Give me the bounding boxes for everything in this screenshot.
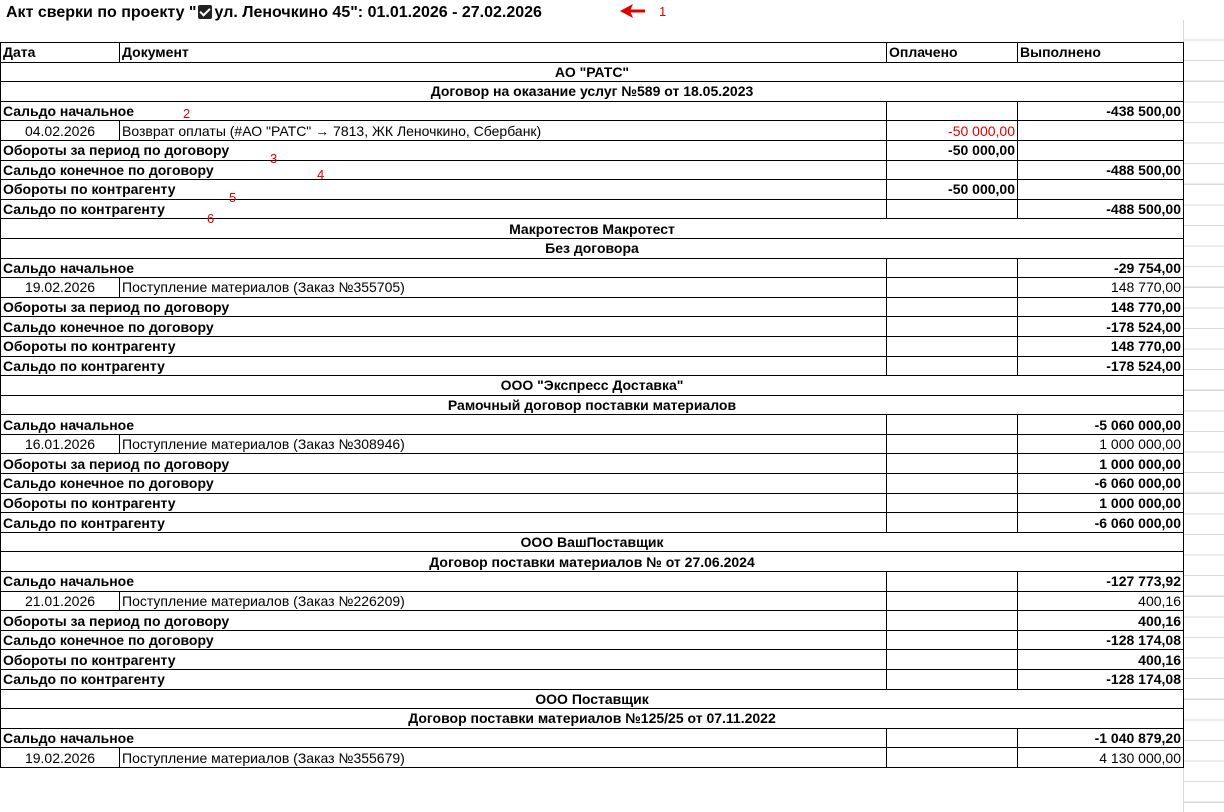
- contract-turnover-row-done: [1018, 140, 1184, 160]
- counterparty-turnover-row-label: Обороты по контрагенту: [1, 493, 120, 513]
- opening-balance-row-spacer: [120, 258, 887, 278]
- red-arrow-left-icon: [620, 3, 646, 19]
- closing-balance-row-paid: [887, 160, 1018, 180]
- closing-balance-row-paid: [887, 317, 1018, 337]
- contract-turnover-row: [1, 454, 1184, 474]
- counterparty-turnover-row: [1, 180, 1184, 200]
- entry-done: 4 130 000,00: [1018, 748, 1184, 768]
- counterparty-turnover-row-paid: -50 000,00: [887, 180, 1018, 200]
- contract-turnover-row-label: Обороты за период по договору: [1, 140, 120, 160]
- entry-date: 16.01.2026: [1, 434, 120, 454]
- marker-3: 3: [270, 151, 278, 166]
- title-project: ул. Леночкино 45: [214, 4, 351, 21]
- counterparty-turnover-row-done: 400,16: [1018, 650, 1184, 670]
- marker-6: 6: [207, 211, 215, 226]
- opening-balance-row-spacer: [120, 415, 887, 435]
- opening-balance-row: [1, 728, 1184, 748]
- table-header-row: [1, 43, 1184, 63]
- entry-done: 148 770,00: [1018, 278, 1184, 298]
- table-row: [1, 121, 1184, 141]
- counterparty-turnover-row-spacer: [120, 336, 887, 356]
- title-prefix: Акт сверки по проекту ": [6, 4, 197, 21]
- contract-turnover-row-spacer: [120, 140, 887, 160]
- closing-balance-row: [1, 160, 1184, 180]
- checkbox-checked-icon: [198, 5, 212, 19]
- counterparty-turnover-row-paid: [887, 336, 1018, 356]
- counterparty-balance-row: [1, 356, 1184, 376]
- contract-row: [1, 709, 1184, 729]
- closing-balance-row-label: Сальдо конечное по договору: [1, 630, 120, 650]
- closing-balance-row: [1, 317, 1184, 337]
- opening-balance-row-paid: [887, 258, 1018, 278]
- counterparty-row: [1, 376, 1184, 396]
- contract-turnover-row-paid: [887, 611, 1018, 631]
- contract-turnover-row-done: 148 770,00: [1018, 297, 1184, 317]
- header-done: Выполнено: [1018, 43, 1184, 63]
- closing-balance-row: [1, 474, 1184, 494]
- header-date: Дата: [1, 43, 120, 63]
- entry-date: 04.02.2026: [1, 121, 120, 141]
- contract-name: Рамочный договор поставки материалов: [1, 395, 1184, 415]
- counterparty-row: [1, 532, 1184, 552]
- opening-balance-row-paid: [887, 415, 1018, 435]
- opening-balance-row-paid: [887, 101, 1018, 121]
- counterparty-balance-row-paid: [887, 356, 1018, 376]
- closing-balance-row-spacer: [120, 630, 887, 650]
- opening-balance-row-done: -1 040 879,20: [1018, 728, 1184, 748]
- table-row: [1, 748, 1184, 768]
- opening-balance-row-spacer: [120, 101, 887, 121]
- counterparty-balance-row-label: Сальдо по контрагенту: [1, 356, 120, 376]
- opening-balance-row-label: Сальдо начальное: [1, 572, 120, 592]
- counterparty-row: [1, 689, 1184, 709]
- entry-done: 400,16: [1018, 591, 1184, 611]
- counterparty-turnover-row-paid: [887, 493, 1018, 513]
- counterparty-balance-row-spacer: [120, 356, 887, 376]
- counterparty-turnover-row: [1, 336, 1184, 356]
- counterparty-name: ООО Поставщик: [1, 689, 1184, 709]
- counterparty-balance-row: [1, 199, 1184, 219]
- contract-turnover-row-label: Обороты за период по договору: [1, 297, 120, 317]
- counterparty-balance-row-spacer: [120, 513, 887, 533]
- closing-balance-row-label: Сальдо конечное по договору: [1, 160, 120, 180]
- closing-balance-row-paid: [887, 474, 1018, 494]
- marker-4: 4: [317, 167, 325, 182]
- counterparty-balance-row-done: -128 174,08: [1018, 670, 1184, 690]
- contract-turnover-row-spacer: [120, 297, 887, 317]
- entry-document: Поступление материалов (Заказ №308946): [120, 434, 887, 454]
- counterparty-balance-row-paid: [887, 513, 1018, 533]
- report-title: [6, 2, 542, 24]
- closing-balance-row-done: -128 174,08: [1018, 630, 1184, 650]
- marker-5: 5: [229, 190, 237, 205]
- contract-turnover-row-label: Обороты за период по договору: [1, 454, 120, 474]
- opening-balance-row-label: Сальдо начальное: [1, 258, 120, 278]
- entry-paid: [887, 434, 1018, 454]
- contract-turnover-row-paid: -50 000,00: [887, 140, 1018, 160]
- closing-balance-row-label: Сальдо конечное по договору: [1, 317, 120, 337]
- marker-2: 2: [183, 106, 191, 121]
- counterparty-balance-row-done: -178 524,00: [1018, 356, 1184, 376]
- title-suffix: ": 01.01.2026 - 27.02.2026: [350, 4, 542, 21]
- closing-balance-row-done: -178 524,00: [1018, 317, 1184, 337]
- contract-turnover-row-done: 400,16: [1018, 611, 1184, 631]
- contract-turnover-row: [1, 611, 1184, 631]
- contract-turnover-row: [1, 297, 1184, 317]
- closing-balance-row-done: -6 060 000,00: [1018, 474, 1184, 494]
- reconciliation-table: [0, 42, 1184, 768]
- entry-document: Поступление материалов (Заказ №355679): [120, 748, 887, 768]
- opening-balance-row: [1, 258, 1184, 278]
- opening-balance-row-done: -29 754,00: [1018, 258, 1184, 278]
- counterparty-balance-row-done: -6 060 000,00: [1018, 513, 1184, 533]
- entry-date: 21.01.2026: [1, 591, 120, 611]
- counterparty-turnover-row-spacer: [120, 493, 887, 513]
- counterparty-name: Макротестов Макротест: [1, 219, 1184, 239]
- closing-balance-row-spacer: [120, 317, 887, 337]
- table-row: [1, 434, 1184, 454]
- counterparty-turnover-row-done: 148 770,00: [1018, 336, 1184, 356]
- closing-balance-row-spacer: [120, 474, 887, 494]
- entry-paid: [887, 748, 1018, 768]
- contract-name: Договор поставки материалов №125/25 от 07.11.2022: [1, 709, 1184, 729]
- entry-document: Поступление материалов (Заказ №226209): [120, 591, 887, 611]
- counterparty-turnover-row-label: Обороты по контрагенту: [1, 650, 120, 670]
- contract-row: [1, 395, 1184, 415]
- header-document: Документ: [120, 43, 887, 63]
- contract-turnover-row-paid: [887, 454, 1018, 474]
- opening-balance-row: [1, 415, 1184, 435]
- entry-paid: [887, 278, 1018, 298]
- counterparty-balance-row: [1, 670, 1184, 690]
- contract-name: Договор поставки материалов № от 27.06.2024: [1, 552, 1184, 572]
- contract-turnover-row-spacer: [120, 454, 887, 474]
- counterparty-turnover-row-paid: [887, 650, 1018, 670]
- opening-balance-row-label: Сальдо начальное: [1, 101, 120, 121]
- counterparty-turnover-row: [1, 650, 1184, 670]
- contract-name: Договор на оказание услуг №589 от 18.05.2023: [1, 82, 1184, 102]
- counterparty-name: ООО ВашПоставщик: [1, 532, 1184, 552]
- spreadsheet-gridlines: [1183, 20, 1224, 812]
- contract-turnover-row-spacer: [120, 611, 887, 631]
- opening-balance-row-paid: [887, 728, 1018, 748]
- contract-row: [1, 82, 1184, 102]
- entry-done: [1018, 121, 1184, 141]
- closing-balance-row-paid: [887, 630, 1018, 650]
- opening-balance-row-spacer: [120, 728, 887, 748]
- opening-balance-row-done: -5 060 000,00: [1018, 415, 1184, 435]
- opening-balance-row: [1, 572, 1184, 592]
- counterparty-balance-row-paid: [887, 199, 1018, 219]
- opening-balance-row-done: -438 500,00: [1018, 101, 1184, 121]
- counterparty-turnover-row-spacer: [120, 650, 887, 670]
- counterparty-turnover-row: [1, 493, 1184, 513]
- counterparty-turnover-row-label: Обороты по контрагенту: [1, 180, 120, 200]
- entry-document: Возврат оплаты (#АО "РАТС" → 7813, ЖК Леночкино, Сбербанк): [120, 121, 887, 141]
- header-paid: Оплачено: [887, 43, 1018, 63]
- entry-paid: [887, 591, 1018, 611]
- table-body: [1, 62, 1184, 767]
- table-row: [1, 591, 1184, 611]
- counterparty-turnover-row-done: 1 000 000,00: [1018, 493, 1184, 513]
- counterparty-row: [1, 62, 1184, 82]
- closing-balance-row-label: Сальдо конечное по договору: [1, 474, 120, 494]
- opening-balance-row: [1, 101, 1184, 121]
- counterparty-name: ООО "Экспресс Доставка": [1, 376, 1184, 396]
- entry-paid: -50 000,00: [887, 121, 1018, 141]
- contract-row: [1, 552, 1184, 572]
- contract-turnover-row: [1, 140, 1184, 160]
- closing-balance-row: [1, 630, 1184, 650]
- counterparty-balance-row-label: Сальдо по контрагенту: [1, 670, 120, 690]
- closing-balance-row-spacer: [120, 160, 887, 180]
- opening-balance-row-spacer: [120, 572, 887, 592]
- marker-1: 1: [659, 4, 667, 19]
- counterparty-balance-row-label: Сальдо по контрагенту: [1, 513, 120, 533]
- contract-name: Без договора: [1, 238, 1184, 258]
- opening-balance-row-label: Сальдо начальное: [1, 415, 120, 435]
- counterparty-balance-row-label: Сальдо по контрагенту: [1, 199, 120, 219]
- entry-document: Поступление материалов (Заказ №355705): [120, 278, 887, 298]
- opening-balance-row-done: -127 773,92: [1018, 572, 1184, 592]
- entry-done: 1 000 000,00: [1018, 434, 1184, 454]
- counterparty-balance-row-spacer: [120, 670, 887, 690]
- counterparty-row: [1, 219, 1184, 239]
- contract-turnover-row-done: 1 000 000,00: [1018, 454, 1184, 474]
- counterparty-turnover-row-label: Обороты по контрагенту: [1, 336, 120, 356]
- contract-row: [1, 238, 1184, 258]
- counterparty-balance-row: [1, 513, 1184, 533]
- contract-turnover-row-label: Обороты за период по договору: [1, 611, 120, 631]
- table-row: [1, 278, 1184, 298]
- counterparty-turnover-row-done: [1018, 180, 1184, 200]
- contract-turnover-row-paid: [887, 297, 1018, 317]
- entry-date: 19.02.2026: [1, 748, 120, 768]
- counterparty-balance-row-paid: [887, 670, 1018, 690]
- entry-date: 19.02.2026: [1, 278, 120, 298]
- closing-balance-row-done: -488 500,00: [1018, 160, 1184, 180]
- opening-balance-row-paid: [887, 572, 1018, 592]
- counterparty-balance-row-done: -488 500,00: [1018, 199, 1184, 219]
- counterparty-name: АО "РАТС": [1, 62, 1184, 82]
- opening-balance-row-label: Сальдо начальное: [1, 728, 120, 748]
